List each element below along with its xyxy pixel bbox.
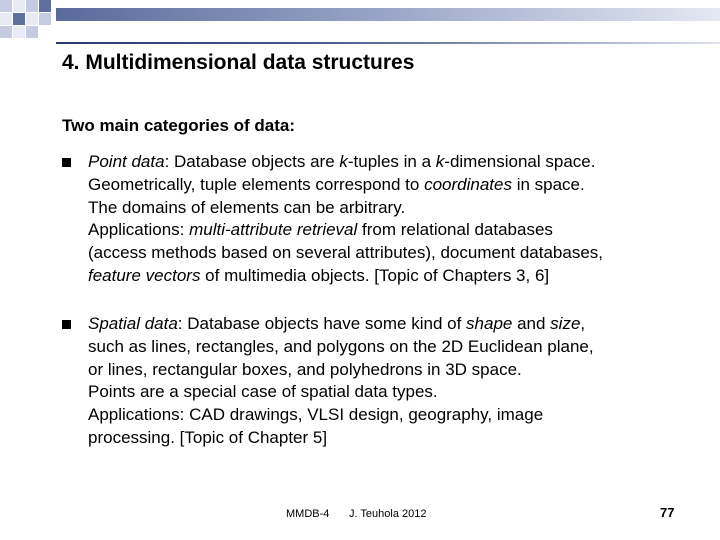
text-segment: : Database objects are — [164, 152, 340, 171]
decorative-square — [13, 13, 25, 25]
bullet-line — [88, 427, 712, 450]
text-segment: from relational databases — [357, 220, 553, 240]
page-number: 77 — [660, 505, 675, 520]
slide-subtitle: Two main categories of data: — [62, 116, 296, 135]
decorative-gradient-bar — [56, 8, 720, 21]
bullet-text — [88, 151, 712, 288]
italic-term: Point data — [88, 152, 165, 171]
decorative-square — [26, 0, 38, 12]
text-segment: in space. — [511, 174, 585, 194]
bullet-text — [88, 313, 712, 450]
italic-term: feature vectors — [88, 265, 201, 285]
title-decoration — [0, 0, 720, 45]
bullet-line — [88, 219, 712, 242]
decorative-square — [0, 13, 12, 25]
text-segment: (access methods based on several attributes), document databases, — [88, 243, 604, 263]
bullet-line — [88, 265, 712, 288]
bullet-square-icon — [62, 320, 71, 329]
bullet-line — [88, 197, 712, 220]
text-segment: such as lines, rectangles, and polygons on the 2D Euclidean plane, — [88, 336, 594, 356]
slide-title: 4. Multidimensional data structures — [62, 51, 415, 74]
italic-term: Spatial data — [88, 314, 178, 333]
bullet-line — [88, 313, 712, 336]
italic-term: size — [550, 314, 581, 333]
text-segment: of multimedia objects. [Topic of Chapters 3, 6] — [200, 265, 550, 285]
footer-course: MMDB-4 — [286, 508, 330, 520]
text-segment: Applications: — [88, 220, 190, 240]
text-segment: processing. [Topic of Chapter 5] — [88, 427, 328, 447]
italic-term: shape — [466, 314, 513, 333]
decorative-square — [26, 13, 38, 25]
text-segment: -dimensional space. — [444, 152, 596, 171]
bullet-line — [88, 381, 712, 404]
decorative-square — [13, 0, 25, 12]
footer-author: J. Teuhola 2012 — [349, 508, 427, 520]
text-segment: Geometrically, tuple elements correspond to — [88, 174, 425, 194]
bullet-line — [88, 404, 712, 427]
decorative-square — [13, 26, 25, 38]
bullet-line — [88, 174, 712, 197]
text-segment: Applications: CAD drawings, VLSI design, geography, image — [88, 405, 544, 425]
decorative-square — [0, 0, 12, 12]
decorative-square — [0, 26, 12, 38]
title-underline — [56, 42, 720, 44]
bullet-line — [88, 336, 712, 359]
italic-term: coordinates — [424, 174, 512, 194]
text-segment: -tuples in a — [347, 152, 436, 171]
text-segment: Points are a special case of spatial data types. — [88, 382, 438, 402]
bullet-line — [88, 151, 712, 174]
bullet-square-icon — [62, 158, 71, 167]
text-segment: or lines, rectangular boxes, and polyhedrons in 3D space. — [88, 359, 522, 379]
text-segment: and — [512, 314, 551, 333]
text-segment: : Database objects have some kind of — [177, 314, 467, 333]
italic-term: k — [435, 152, 445, 171]
bullet-line — [88, 242, 712, 265]
decorative-square — [39, 0, 51, 12]
italic-term: k — [339, 152, 348, 171]
decorative-square — [26, 26, 38, 38]
text-segment: The domains of elements can be arbitrary. — [88, 197, 406, 217]
italic-term: multi-attribute retrieval — [189, 220, 358, 240]
bullet-line — [88, 359, 712, 382]
decorative-square — [39, 13, 51, 25]
bullet-point-data — [62, 151, 712, 288]
bullet-spatial-data — [62, 313, 712, 450]
text-segment: , — [580, 314, 586, 333]
